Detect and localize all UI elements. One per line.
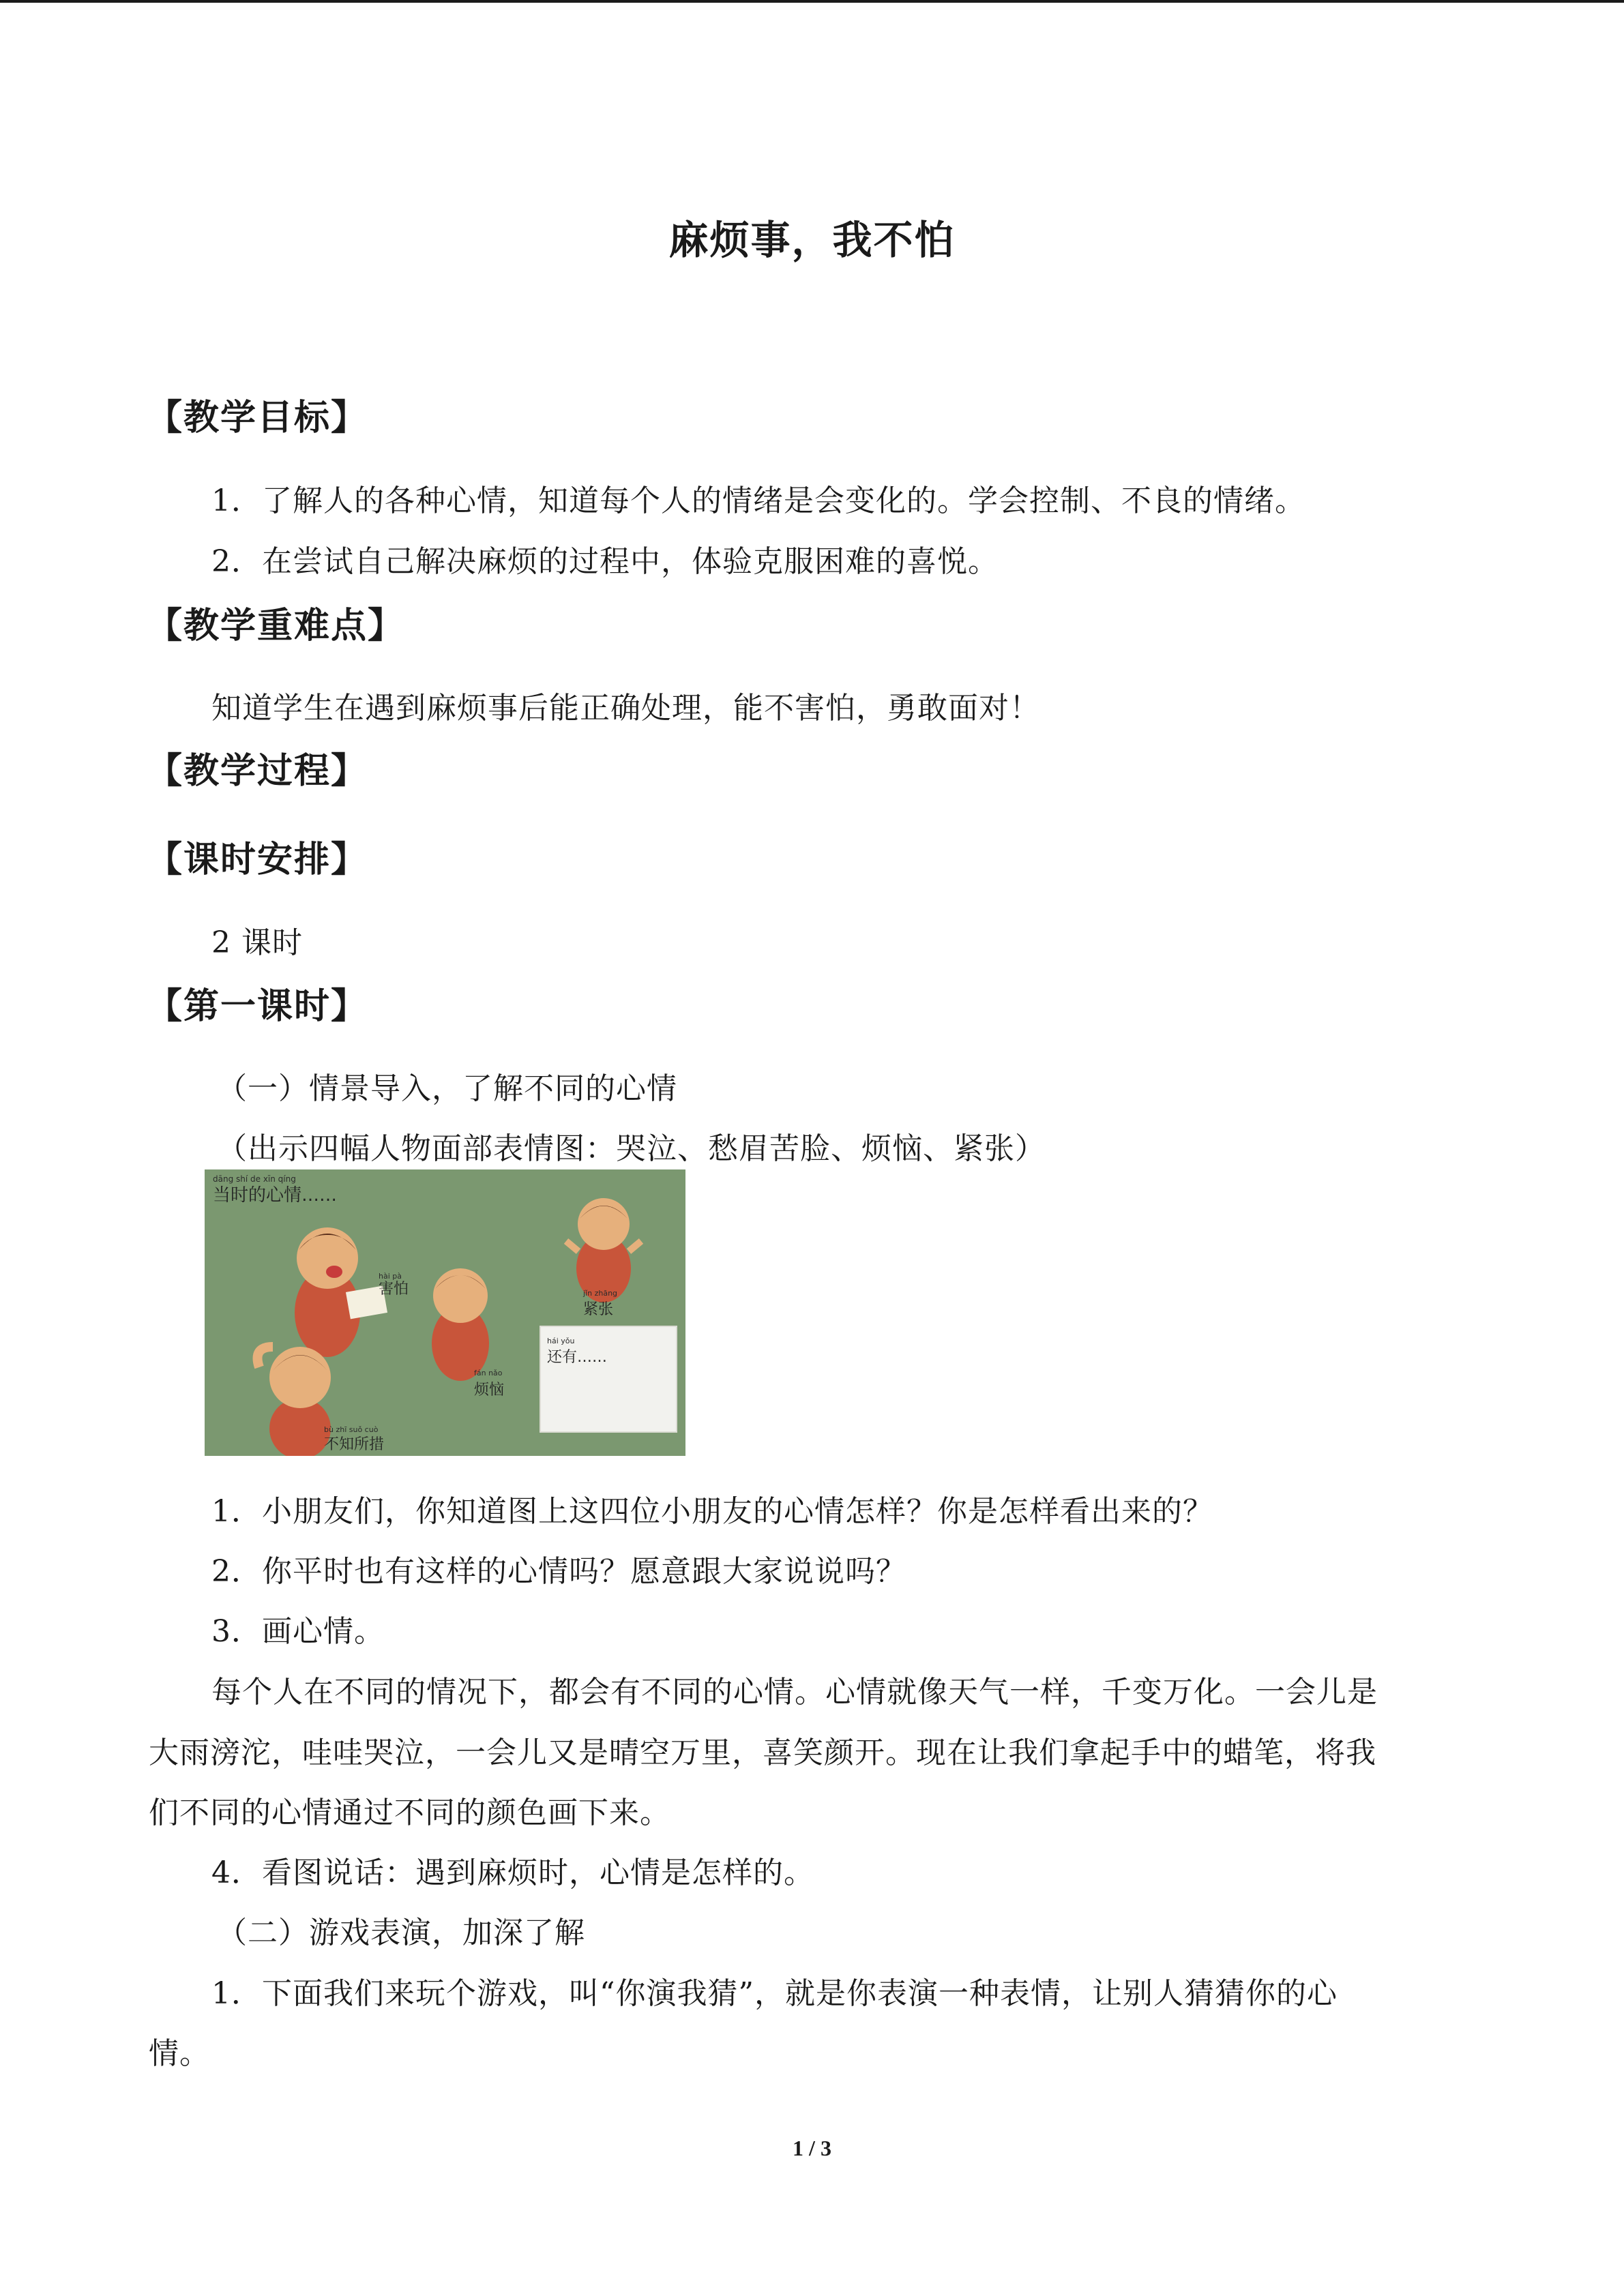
emotion-faces-image [205, 1169, 685, 1456]
confused-label: 不知所措 [324, 1436, 385, 1453]
annoyed-label: 烦恼 [474, 1382, 505, 1399]
scared-label: 害怕 [379, 1281, 409, 1298]
goal-item-2: 2．在尝试自己解决麻烦的过程中，体验克服困难的喜悦。 [211, 544, 999, 579]
worried-child-illustration [432, 1268, 489, 1381]
item-4: 4．看图说话：遇到麻烦时，心情是怎样的。 [211, 1855, 814, 1890]
question-1: 1．小朋友们，你知道图上这四位小朋友的心情怎样？你是怎样看出来的？ [211, 1494, 1213, 1529]
teaching-goals-heading: 【教学目标】 [147, 397, 368, 438]
question-2: 2．你平时也有这样的心情吗？愿意跟大家说说吗？ [211, 1554, 906, 1589]
other-pinyin: hái yǒu [547, 1337, 575, 1345]
paragraph-line-2: 大雨滂沱，哇哇哭泣，一会儿又是晴空万里，喜笑颜开。现在让我们拿起手中的蜡笔，将我 [149, 1735, 1376, 1770]
nervous-pinyin: jǐn zhāng [583, 1289, 618, 1298]
page-number: 1 / 3 [793, 2136, 831, 2160]
nervous-label: 紧张 [583, 1301, 614, 1318]
annoyed-pinyin: fán nǎo [474, 1369, 503, 1377]
scared-pinyin: hài pà [379, 1272, 402, 1281]
teaching-process-heading: 【教学过程】 [147, 750, 368, 792]
paragraph-line-1: 每个人在不同的情况下，都会有不同的心情。心情就像天气一样，千变万化。一会儿是 [211, 1675, 1378, 1710]
goal-item-1: 1．了解人的各种心情，知道每个人的情绪是会变化的。学会控制、不良的情绪。 [211, 483, 1305, 518]
top-pinyin: dāng shí de xīn qíng [213, 1174, 296, 1184]
lesson-one-heading: 【第一课时】 [147, 985, 368, 1027]
part-two-title: （二）游戏表演，加深了解 [217, 1915, 585, 1950]
key-points-heading: 【教学重难点】 [147, 605, 405, 646]
top-label: 当时的心情…… [213, 1185, 338, 1206]
emotion-faces-illustration [205, 1169, 685, 1456]
confused-pinyin: bù zhī suǒ cuò [324, 1425, 379, 1434]
part-one-title: （一）情景导入，了解不同的心情 [217, 1071, 677, 1106]
schedule-heading: 【课时安排】 [147, 839, 368, 880]
paragraph-line-3: 们不同的心情通过不同的颜色画下来。 [149, 1795, 670, 1830]
key-points-text: 知道学生在遇到麻烦事后能正确处理，能不害怕，勇敢面对！ [211, 691, 1040, 726]
other-label: 还有…… [547, 1349, 608, 1366]
question-3: 3．画心情。 [211, 1614, 385, 1649]
schedule-text: 2 课时 [211, 925, 303, 960]
part-one-note: （出示四幅人物面部表情图：哭泣、愁眉苦脸、烦恼、紧张） [217, 1131, 1046, 1166]
top-rule [0, 0, 1624, 3]
game-line-2: 情。 [149, 2036, 210, 2071]
document-title: 麻烦事，我不怕 [668, 217, 956, 263]
game-line-1: 1．下面我们来玩个游戏，叫“你演我猜”，就是你表演一种表情，让别人猜猜你的心 [211, 1976, 1338, 2011]
